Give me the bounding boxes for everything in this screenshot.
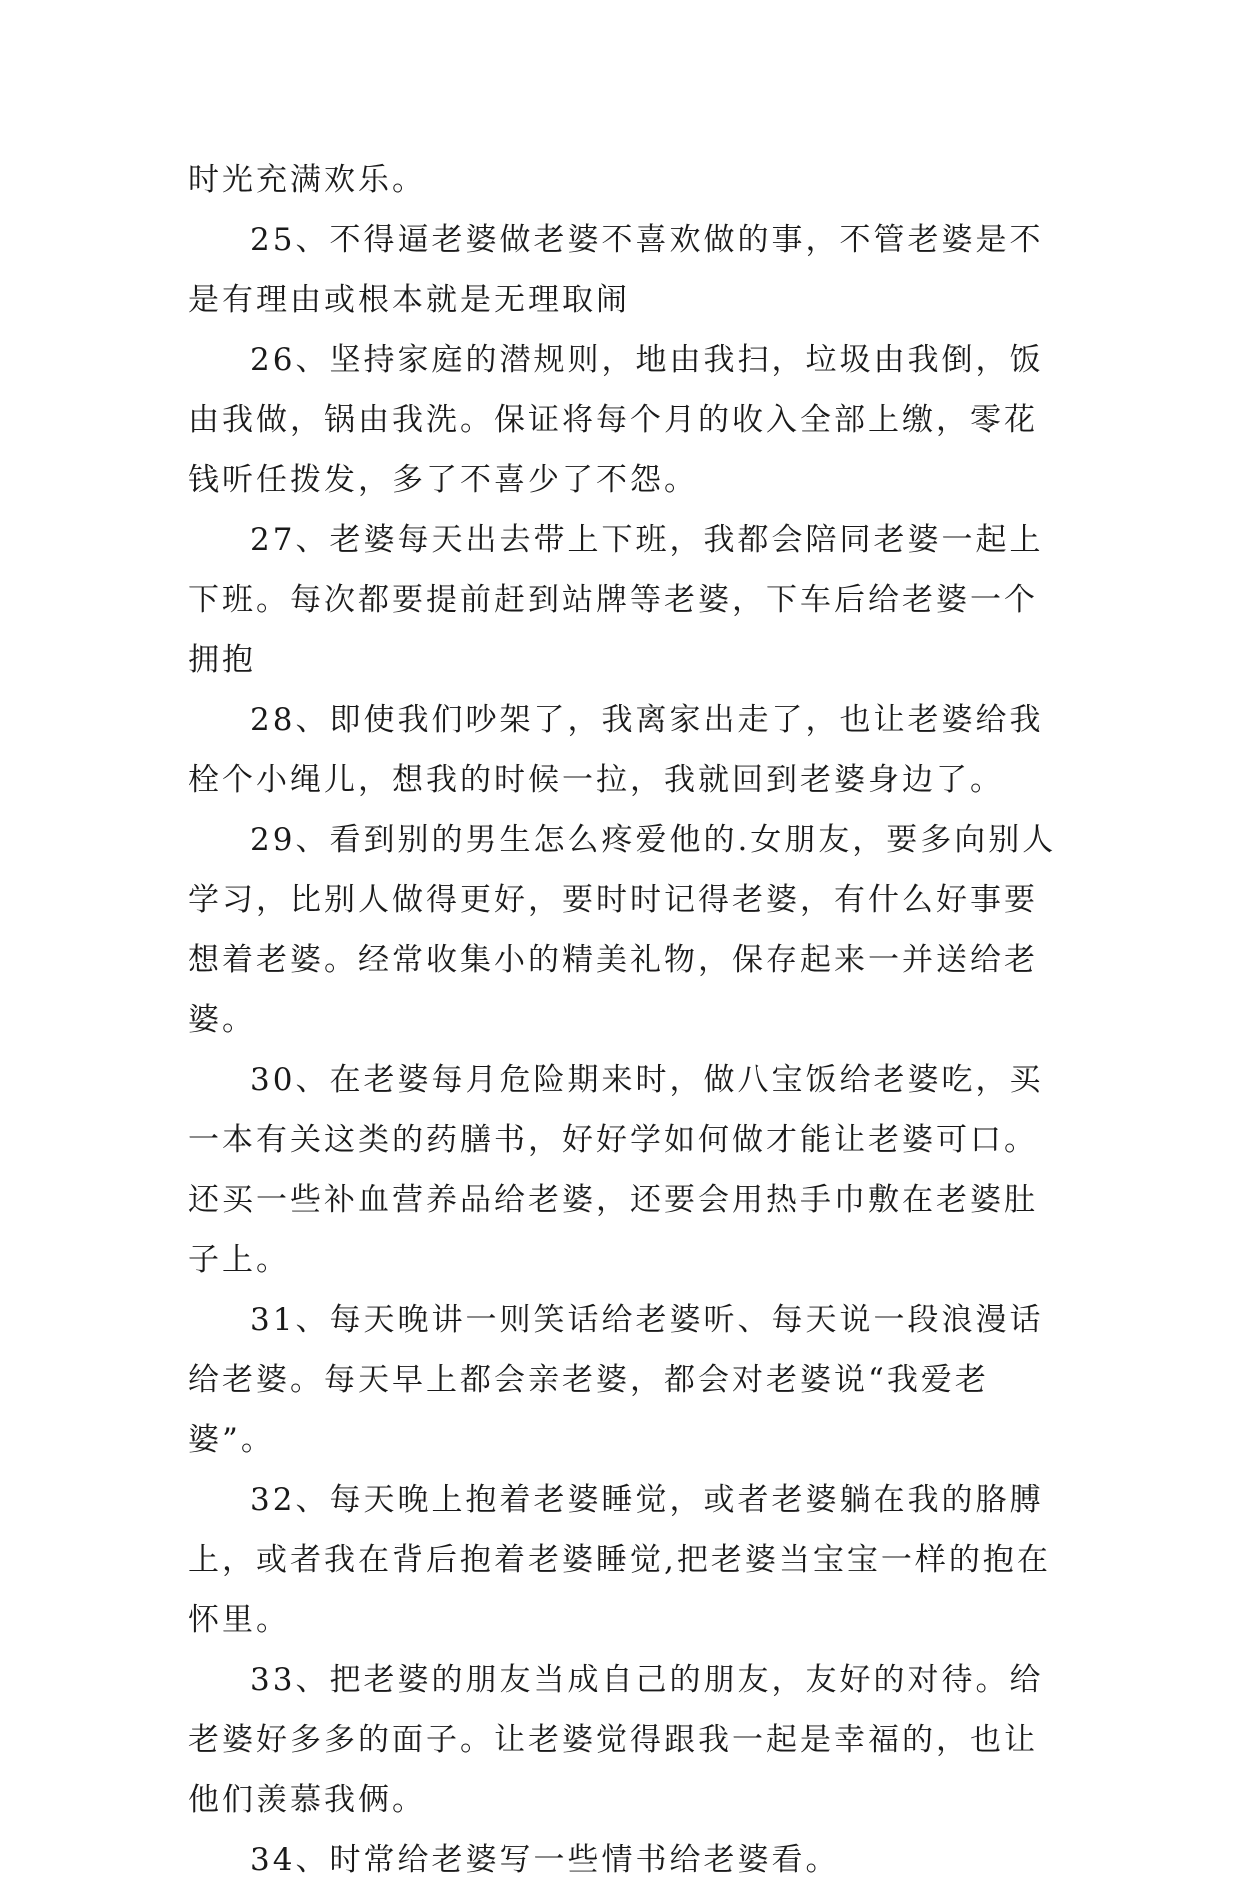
body-text [188, 150, 1058, 1890]
paragraph-item-30: 30、在老婆每月危险期来时，做八宝饭给老婆吃，买一本有关这类的药膳书，好好学如何做才能让老婆可口。还买一些补血营养品给老婆，还要会用热手巾敷在老婆肚子上。 [188, 1062, 1044, 1278]
paragraph-item-34: 34、时常给老婆写一些情书给老婆看。 [250, 1842, 840, 1878]
paragraph-item-26: 26、坚持家庭的潜规则，地由我扫，垃圾由我倒，饭由我做，锅由我洗。保证将每个月的收入全部上缴，零花钱听任拨发，多了不喜少了不怨。 [188, 342, 1044, 498]
paragraph-item-33: 33、把老婆的朋友当成自己的朋友，友好的对待。给老婆好多多的面子。让老婆觉得跟我一起是幸福的，也让他们羡慕我俩。 [188, 1662, 1044, 1818]
paragraph-item-31: 31、每天晚讲一则笑话给老婆听、每天说一段浪漫话给老婆。每天早上都会亲老婆，都会对老婆说“我爱老婆”。 [188, 1302, 1044, 1458]
paragraph-continuation: 时光充满欢乐。 [188, 162, 426, 198]
paragraph-item-29: 29、看到别的男生怎么疼爱他的.女朋友，要多向别人学习，比别人做得更好，要时时记得老婆，有什么好事要想着老婆。经常收集小的精美礼物，保存起来一并送给老婆。 [188, 822, 1057, 1038]
paragraph-item-27: 27、老婆每天出去带上下班，我都会陪同老婆一起上下班。每次都要提前赶到站牌等老婆，下车后给老婆一个拥抱 [188, 522, 1044, 678]
paragraph-item-28: 28、即使我们吵架了，我离家出走了，也让老婆给我栓个小绳儿，想我的时候一拉，我就回到老婆身边了。 [188, 702, 1044, 798]
paragraph-item-25: 25、不得逼老婆做老婆不喜欢做的事，不管老婆是不是有理由或根本就是无理取闹 [188, 222, 1044, 318]
paragraph-item-32: 32、每天晚上抱着老婆睡觉，或者老婆躺在我的胳膊上，或者我在背后抱着老婆睡觉,把老婆当宝宝一样的抱在怀里。 [188, 1482, 1051, 1638]
